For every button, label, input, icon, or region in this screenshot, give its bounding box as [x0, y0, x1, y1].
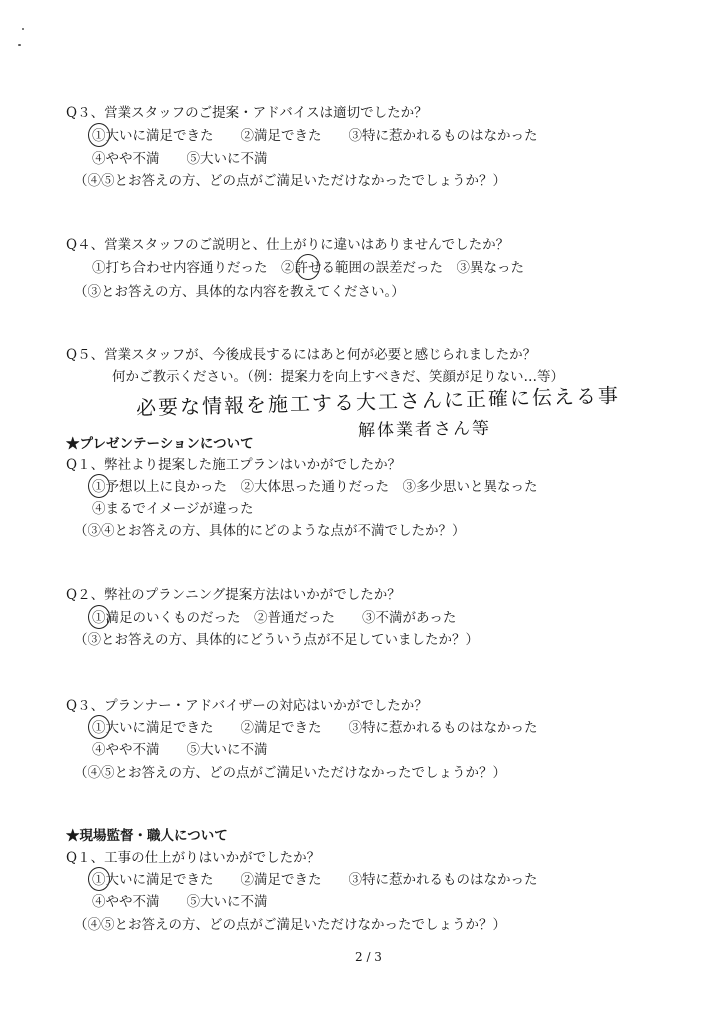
presentation-q1-options-row1: ①予想以上に良かった ②大体思った通りだった ③多少思いと異なった: [92, 479, 538, 495]
site-q1-followup: （④⑤とお答えの方、どの点がご満足いただけなかったでしょうか？）: [74, 917, 506, 933]
presentation-q2-options-row1: ①満足のいくものだった ②普通だった ③不満があった: [92, 610, 457, 626]
answer-circle-mark: [88, 123, 110, 147]
presentation-q3-question: Q３、プランナー・アドバイザーの対応はいかがでしたか？: [66, 698, 428, 714]
sales-q5-subtext: 何かご教示ください。（例：提案力を向上すべきだ、笑顔が足りない…等）: [112, 369, 564, 385]
sales-q3-options-row1: ①大いに満足できた ②満足できた ③特に惹かれるものはなかった: [92, 128, 538, 144]
sales-q3-followup: （④⑤とお答えの方、どの点がご満足いただけなかったでしょうか？）: [74, 173, 506, 189]
site-q1-question: Q１、工事の仕上がりはいかがでしたか？: [66, 850, 321, 866]
answer-circle-mark: [88, 715, 110, 739]
handwritten-answer-line2: 解体業者さん等: [357, 418, 492, 441]
sales-q5-question: Q５、営業スタッフが、今後成長するにはあと何が必要と感じられましたか？: [66, 347, 537, 363]
presentation-q3-options-row1: ①大いに満足できた ②満足できた ③特に惹かれるものはなかった: [92, 720, 538, 736]
presentation-q2-followup: （③とお答えの方、具体的にどういう点が不足していましたか？）: [74, 632, 479, 648]
presentation-q1-followup: （③④とお答えの方、具体的にどのような点が不満でしたか？）: [74, 523, 466, 539]
site-q1-options-row1: ①大いに満足できた ②満足できた ③特に惹かれるものはなかった: [92, 872, 538, 888]
sales-q3-question: Q３、営業スタッフのご提案・アドバイスは適切でしたか？: [66, 105, 428, 121]
page-number: 2 / 3: [355, 950, 382, 964]
presentation-q1-question: Q１、弊社より提案した施工プランはいかがでしたか？: [66, 457, 402, 473]
answer-circle-mark: [296, 254, 320, 280]
answer-circle-mark: [88, 474, 110, 498]
sales-q4-question: Q４、営業スタッフのご説明と、仕上がりに違いはありませんでしたか？: [66, 237, 510, 253]
presentation-q1-options-row2: ④まるでイメージが違った: [92, 501, 254, 517]
sales-q3-options-row2: ④やや不満 ⑤大いに不満: [92, 151, 268, 167]
presentation-q3-followup: （④⑤とお答えの方、どの点がご満足いただけなかったでしょうか？）: [74, 765, 506, 781]
answer-circle-mark: [88, 867, 110, 891]
presentation-q3-options-row2: ④やや不満 ⑤大いに不満: [92, 742, 268, 758]
presentation-section-heading: ★プレゼンテーションについて: [66, 436, 254, 452]
scan-speck: [22, 28, 24, 30]
sales-q4-options-row1: ①打ち合わせ内容通りだった ②許せる範囲の誤差だった ③異なった: [92, 260, 524, 276]
site-section-heading: ★現場監督・職人について: [66, 828, 228, 844]
presentation-q2-question: Q２、弊社のプランニング提案方法はいかがでしたか？: [66, 587, 401, 603]
site-q1-options-row2: ④やや不満 ⑤大いに不満: [92, 894, 268, 910]
answer-circle-mark: [88, 605, 110, 629]
sales-q4-followup: （③とお答えの方、具体的な内容を教えてください。）: [74, 284, 405, 300]
scan-speck: [18, 44, 21, 46]
handwritten-answer-line1: 必要な情報を施工する大工さんに正確に伝える事: [135, 383, 621, 420]
